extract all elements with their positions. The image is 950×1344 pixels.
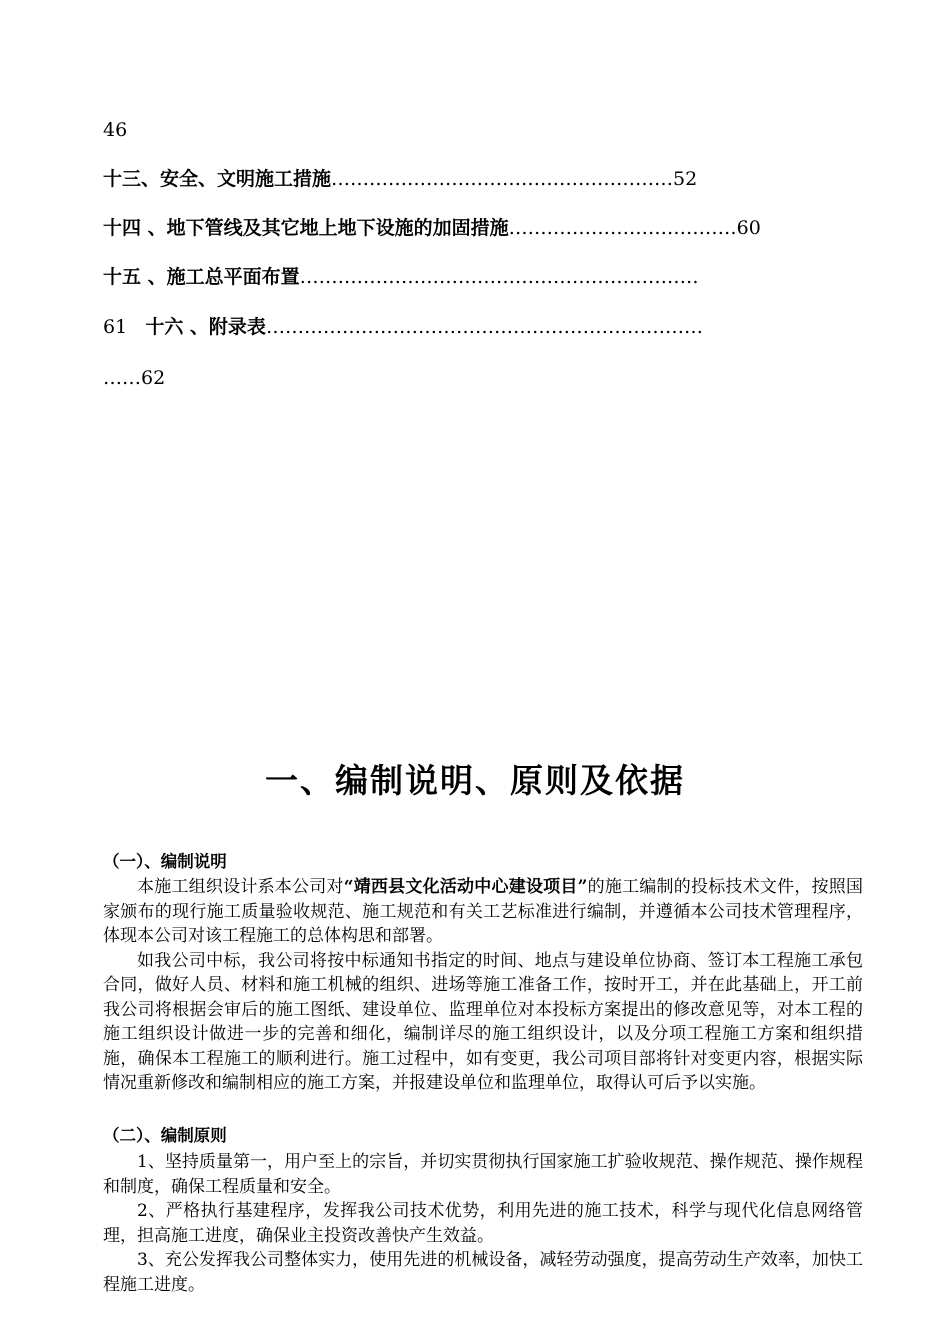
section-1-body — [103, 875, 863, 1096]
paragraph: 3、充公发挥我公司整体实力，使用先进的机械设备，减轻劳动强度，提高劳动生产效率，加快工程施工进度。 — [103, 1250, 863, 1295]
toc-entry-16[interactable] — [103, 315, 863, 339]
toc-entry-14[interactable] — [103, 216, 863, 240]
chapter-heading: 一、编制说明、原则及依据 — [265, 761, 685, 800]
toc-title: 十四 、地下管线及其它地上地下设施的加固措施 — [103, 217, 509, 239]
section-title-2: （二）、编制原则 — [103, 1126, 227, 1145]
toc-number: 46 — [103, 119, 128, 141]
toc-page: 60 — [736, 217, 761, 239]
toc-title: 十六 、附录表 — [145, 316, 266, 338]
section-2-body — [103, 1150, 863, 1297]
toc-leader: …………………………………………………………… — [265, 316, 703, 338]
toc-leader: ……………………………… — [508, 217, 737, 239]
toc-leader: ……………………………………………………… — [299, 266, 699, 288]
toc-page: 61 — [103, 316, 134, 338]
paragraph: 如我公司中标，我公司将按中标通知书指定的时间、地点与建设单位协商、签订本工程施工承包合同，做好人员、材料和施工机械的组织、进场等施工准备工作，按时开工，并在此基础上，开工前我公司将根据会审后的施工图纸、建设单位、监理单位对本投标方案提出的修改意见等，对本工程的施工组织设计做进一步的完善和细化，编制详尽的施工组织设计，以及分项工程施工方案和组织措施，确保本工程施工的顺利进行。施工过程中，如有变更，我公司项目部将针对变更内容，根据实际情况重新修改和编制相应的施工方案，并报建设单位和监理单位，取得认可后予以实施。 — [103, 950, 863, 1093]
section-title-1: （一）、编制说明 — [103, 852, 227, 871]
toc-leader-page: ……62 — [103, 367, 166, 389]
toc-entry-13[interactable] — [103, 167, 863, 191]
toc-page-number — [103, 118, 863, 142]
toc-leader: ……………………………………………… — [331, 168, 674, 190]
paragraph: 本施工组织设计系本公司对“靖西县文化活动中心建设项目”的施工编制的投标技术文件，按照国家颁布的现行施工质量验收规范、施工规范和有关工艺标准进行编制，并遵循本公司技术管理程序，体现本公司对该工程施工的总体构思和部署。 — [103, 877, 864, 946]
paragraph: 2、严格执行基建程序，发挥我公司技术优势，利用先进的施工技术，科学与现代化信息网络管理，担高施工进度，确保业主投资改善快产生效益。 — [103, 1201, 863, 1246]
toc-page: 52 — [673, 168, 698, 190]
project-name: “靖西县文化活动中心建设项目” — [343, 877, 588, 897]
paragraph: 1、坚持质量第一，用户至上的宗旨，并切实贯彻执行国家施工扩验收规范、操作规范、操作规程和制度，确保工程质量和安全。 — [103, 1152, 863, 1197]
toc-title: 十三、安全、文明施工措施 — [103, 168, 332, 190]
toc-title: 十五 、施工总平面布置 — [103, 266, 300, 288]
toc-entry-15[interactable] — [103, 265, 863, 289]
toc-entry-16-continued — [103, 366, 863, 390]
